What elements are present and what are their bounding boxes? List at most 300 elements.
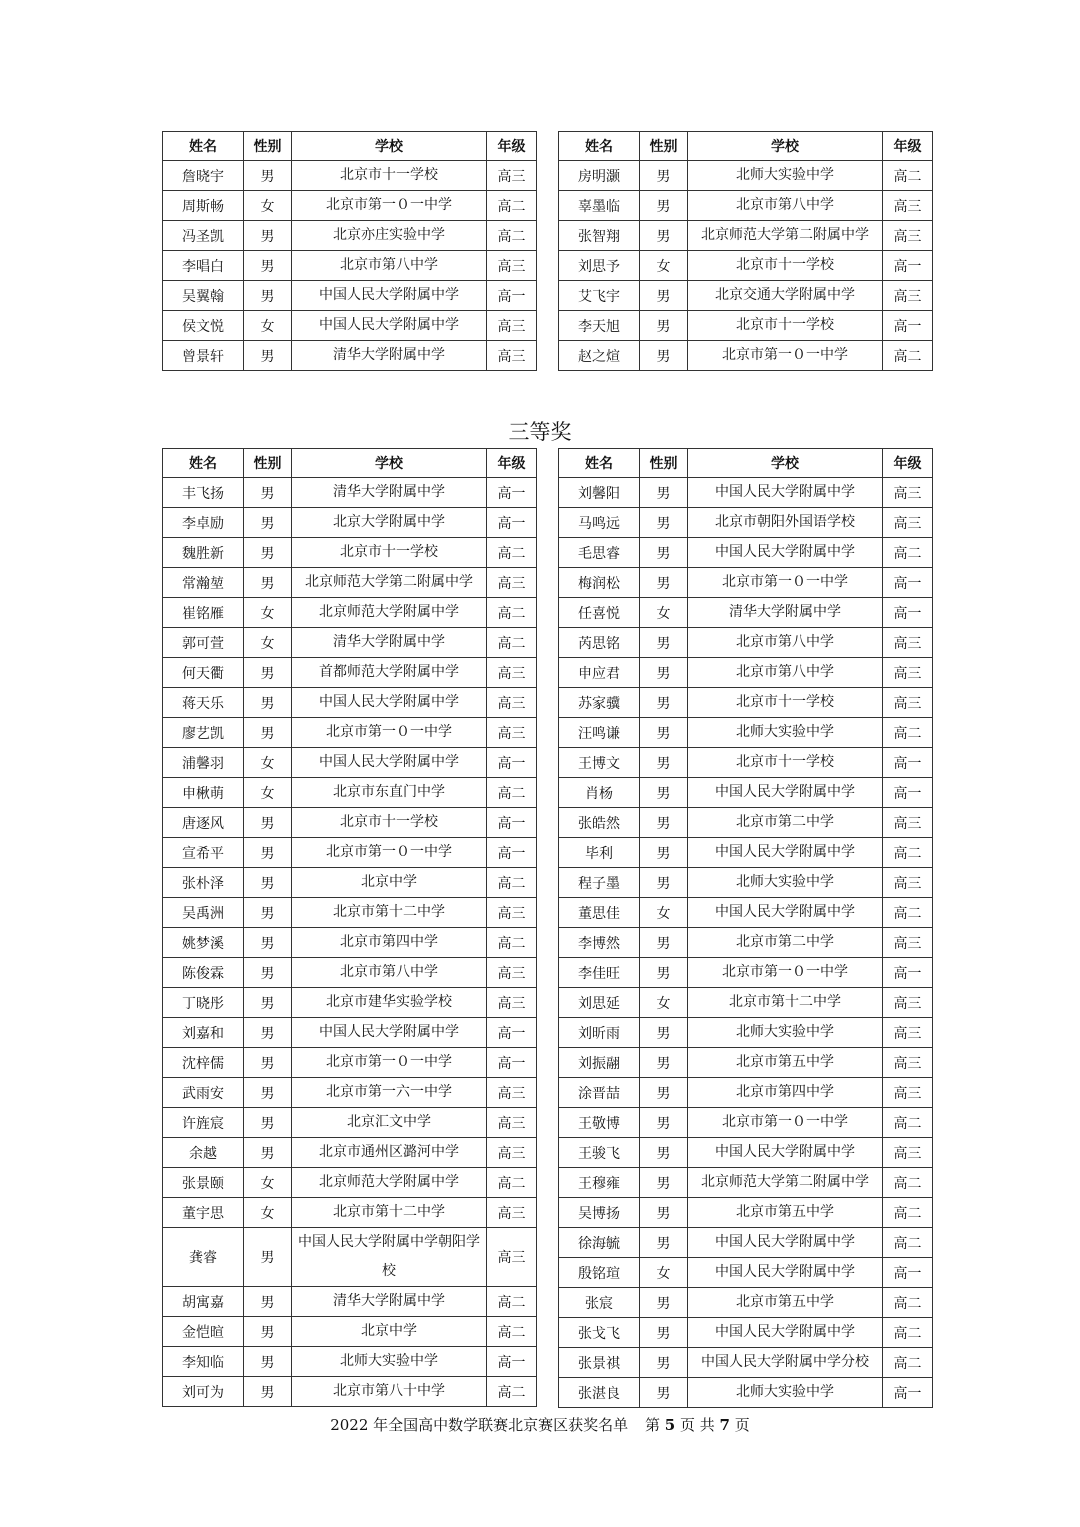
name-cell: 吴博扬 [559,1198,640,1228]
table-row [559,628,933,658]
grade-cell: 高三 [883,658,933,688]
gender-cell: 男 [640,478,688,508]
name-cell: 张宸 [559,1288,640,1318]
table-header-row [163,449,537,478]
grade-cell: 高三 [487,341,537,371]
gender-cell: 男 [244,1377,292,1407]
name-cell: 张戈飞 [559,1318,640,1348]
name-cell: 肖杨 [559,778,640,808]
column-header-name: 姓名 [163,449,244,478]
school-cell: 北京中学 [292,868,487,898]
name-cell: 徐海毓 [559,1228,640,1258]
table-row [163,868,537,898]
grade-cell: 高三 [487,251,537,281]
name-cell: 吴禹洲 [163,898,244,928]
gender-cell: 男 [244,508,292,538]
table-row [559,538,933,568]
name-cell: 刘可为 [163,1377,244,1407]
school-cell: 中国人民大学附属中学 [688,538,883,568]
gender-cell: 女 [640,598,688,628]
footer-page-suffix: 页 [734,1416,750,1434]
gender-cell: 男 [244,1287,292,1317]
grade-cell: 高三 [487,1138,537,1168]
table-row [559,928,933,958]
grade-cell: 高三 [883,191,933,221]
name-cell: 宣希平 [163,838,244,868]
grade-cell: 高一 [487,1048,537,1078]
grade-cell: 高二 [883,341,933,371]
footer-page-mid: 页 共 [679,1416,715,1434]
name-cell: 姚梦溪 [163,928,244,958]
grade-cell: 高二 [883,1348,933,1378]
table-row [559,988,933,1018]
column-header-name: 姓名 [559,132,640,161]
name-cell: 房明灏 [559,161,640,191]
gender-cell: 男 [640,1228,688,1258]
grade-cell: 高三 [487,1078,537,1108]
school-cell: 北京汇文中学 [292,1108,487,1138]
gender-cell: 女 [244,1168,292,1198]
grade-cell: 高一 [487,808,537,838]
gender-cell: 男 [640,1198,688,1228]
column-header-grade: 年级 [487,449,537,478]
school-cell: 中国人民大学附属中学 [688,1258,883,1288]
table-row [163,538,537,568]
name-cell: 崔铭雁 [163,598,244,628]
column-header-grade: 年级 [883,132,933,161]
grade-cell: 高三 [883,478,933,508]
grade-cell: 高二 [487,778,537,808]
school-cell: 中国人民大学附属中学 [688,478,883,508]
name-cell: 何天衢 [163,658,244,688]
grade-cell: 高三 [883,928,933,958]
gender-cell: 男 [640,281,688,311]
name-cell: 辜墨临 [559,191,640,221]
gender-cell: 男 [640,1348,688,1378]
gender-cell: 男 [244,958,292,988]
school-cell: 北京市第一０一中学 [292,718,487,748]
gender-cell: 男 [244,808,292,838]
gender-cell: 男 [640,191,688,221]
school-cell: 中国人民大学附属中学 [688,838,883,868]
table-row [559,1138,933,1168]
gender-cell: 男 [244,1018,292,1048]
gender-cell: 男 [244,281,292,311]
table-row [163,221,537,251]
table-header-row [163,132,537,161]
table-row [559,898,933,928]
table-row [163,161,537,191]
table-row [559,1168,933,1198]
school-cell: 北京师范大学附属中学 [292,598,487,628]
table-row [559,1078,933,1108]
table-row [163,1018,537,1048]
school-cell: 北京市第十二中学 [292,898,487,928]
name-cell: 侯文悦 [163,311,244,341]
column-header-school: 学校 [688,449,883,478]
grade-cell: 高二 [883,898,933,928]
name-cell: 许旌宸 [163,1108,244,1138]
gender-cell: 女 [640,1258,688,1288]
name-cell: 刘思予 [559,251,640,281]
name-cell: 武雨安 [163,1078,244,1108]
school-cell: 北京市第一０一中学 [292,1048,487,1078]
school-cell: 北京中学 [292,1317,487,1347]
footer-page-total: 7 [719,1416,730,1434]
gender-cell: 女 [640,898,688,928]
name-cell: 丰飞扬 [163,478,244,508]
school-cell: 北师大实验中学 [688,161,883,191]
name-cell: 张景祺 [559,1348,640,1378]
school-cell: 北京市十一学校 [688,251,883,281]
school-cell: 中国人民大学附属中学 [688,898,883,928]
gender-cell: 男 [244,341,292,371]
name-cell: 龚睿 [163,1228,244,1287]
name-cell: 魏胜新 [163,538,244,568]
gender-cell: 男 [640,868,688,898]
grade-cell: 高三 [883,1078,933,1108]
grade-cell: 高二 [487,538,537,568]
table-row [163,1287,537,1317]
gender-cell: 男 [244,658,292,688]
grade-cell: 高三 [487,958,537,988]
gender-cell: 男 [244,688,292,718]
table-row [163,658,537,688]
gender-cell: 男 [244,718,292,748]
name-cell: 申楸萌 [163,778,244,808]
name-cell: 申应君 [559,658,640,688]
name-cell: 汪鸣谦 [559,718,640,748]
table-row [163,718,537,748]
gender-cell: 男 [640,718,688,748]
table-row [163,928,537,958]
table-row [163,478,537,508]
school-cell: 北京市第一０一中学 [688,958,883,988]
school-cell: 北师大实验中学 [688,1018,883,1048]
gender-cell: 男 [244,568,292,598]
name-cell: 涂晋喆 [559,1078,640,1108]
grade-cell: 高一 [883,1258,933,1288]
gender-cell: 男 [640,1018,688,1048]
grade-cell: 高二 [883,538,933,568]
grade-cell: 高二 [487,628,537,658]
table-row [163,598,537,628]
grade-cell: 高一 [487,838,537,868]
school-cell: 北京市第四中学 [688,1078,883,1108]
grade-cell: 高二 [883,1108,933,1138]
gender-cell: 女 [244,1198,292,1228]
grade-cell: 高二 [883,1288,933,1318]
name-cell: 李佳旺 [559,958,640,988]
name-cell: 金恺暄 [163,1317,244,1347]
gender-cell: 女 [640,251,688,281]
table-row [559,1198,933,1228]
table-row [163,1048,537,1078]
gender-cell: 男 [244,251,292,281]
table-row [559,568,933,598]
school-cell: 北京市第一０一中学 [292,191,487,221]
name-cell: 董宇思 [163,1198,244,1228]
table-row [163,628,537,658]
footer-page-prefix: 第 [644,1416,660,1434]
name-cell: 沈梓儒 [163,1048,244,1078]
table-row [559,1378,933,1408]
gender-cell: 女 [244,778,292,808]
table-row [559,161,933,191]
school-cell: 清华大学附属中学 [688,598,883,628]
gender-cell: 男 [640,1288,688,1318]
name-cell: 余越 [163,1138,244,1168]
column-header-gender: 性别 [244,132,292,161]
gender-cell: 女 [640,988,688,1018]
name-cell: 冯圣凯 [163,221,244,251]
school-cell: 北京亦庄实验中学 [292,221,487,251]
school-cell: 北京师范大学第二附属中学 [292,568,487,598]
grade-cell: 高一 [883,598,933,628]
school-cell: 北京市第五中学 [688,1288,883,1318]
gender-cell: 男 [640,1168,688,1198]
table-row [163,568,537,598]
grade-cell: 高三 [487,1228,537,1287]
school-cell: 中国人民大学附属中学 [292,311,487,341]
school-cell: 北京师范大学第二附属中学 [688,1168,883,1198]
school-cell: 北京市第八中学 [688,658,883,688]
gender-cell: 女 [244,311,292,341]
grade-cell: 高二 [883,1168,933,1198]
name-cell: 张智翔 [559,221,640,251]
table-row [163,1168,537,1198]
column-header-grade: 年级 [487,132,537,161]
school-cell: 北京市第一六一中学 [292,1078,487,1108]
name-cell: 董思佳 [559,898,640,928]
table-row [163,988,537,1018]
table-row [559,1258,933,1288]
name-cell: 李知临 [163,1347,244,1377]
grade-cell: 高三 [883,281,933,311]
grade-cell: 高三 [487,161,537,191]
grade-cell: 高三 [883,868,933,898]
name-cell: 刘嘉和 [163,1018,244,1048]
school-cell: 北京市第四中学 [292,928,487,958]
school-cell: 北京市十一学校 [688,688,883,718]
gender-cell: 男 [244,838,292,868]
school-cell: 北京市第八中学 [292,958,487,988]
school-cell: 中国人民大学附属中学 [292,688,487,718]
gender-cell: 女 [244,598,292,628]
award-table-third-right [558,448,933,1408]
gender-cell: 男 [640,538,688,568]
school-cell: 北京市十一学校 [688,748,883,778]
name-cell: 王敬博 [559,1108,640,1138]
name-cell: 郭可萱 [163,628,244,658]
school-cell: 北师大实验中学 [688,718,883,748]
grade-cell: 高二 [883,1228,933,1258]
page-footer [0,1414,1080,1435]
name-cell: 赵之煊 [559,341,640,371]
grade-cell: 高一 [487,281,537,311]
name-cell: 毛思睿 [559,538,640,568]
grade-cell: 高三 [883,1138,933,1168]
grade-cell: 高三 [487,988,537,1018]
name-cell: 王穆雍 [559,1168,640,1198]
table-row [559,778,933,808]
gender-cell: 男 [244,161,292,191]
name-cell: 马鸣远 [559,508,640,538]
school-cell: 中国人民大学附属中学 [688,778,883,808]
table-row [559,508,933,538]
name-cell: 廖艺凯 [163,718,244,748]
gender-cell: 男 [640,658,688,688]
school-cell: 北京市东直门中学 [292,778,487,808]
table-row [559,718,933,748]
table-row [559,688,933,718]
column-header-grade: 年级 [883,449,933,478]
grade-cell: 高二 [883,1198,933,1228]
name-cell: 李天旭 [559,311,640,341]
table-row [559,191,933,221]
grade-cell: 高二 [487,221,537,251]
table-row [163,898,537,928]
grade-cell: 高一 [883,778,933,808]
table-row [559,251,933,281]
school-cell: 北京市第八十中学 [292,1377,487,1407]
grade-cell: 高一 [487,1347,537,1377]
grade-cell: 高三 [487,658,537,688]
gender-cell: 男 [640,508,688,538]
table-row [163,748,537,778]
grade-cell: 高一 [487,748,537,778]
school-cell: 中国人民大学附属中学 [292,1018,487,1048]
footer-page-current: 5 [664,1416,676,1434]
grade-cell: 高三 [487,568,537,598]
gender-cell: 男 [244,1048,292,1078]
school-cell: 北京市建华实验学校 [292,988,487,1018]
table-row [559,1048,933,1078]
table-row [559,281,933,311]
name-cell: 王骏飞 [559,1138,640,1168]
school-cell: 清华大学附属中学 [292,1287,487,1317]
school-cell: 北京市第一０一中学 [688,341,883,371]
school-cell: 中国人民大学附属中学 [688,1228,883,1258]
table-row [559,1348,933,1378]
name-cell: 丁晓彤 [163,988,244,1018]
gender-cell: 男 [640,958,688,988]
section-title-third-prize: 三等奖 [508,420,572,444]
gender-cell: 男 [640,1138,688,1168]
table-row [559,1018,933,1048]
school-cell: 北京师范大学附属中学 [292,1168,487,1198]
grade-cell: 高一 [487,508,537,538]
grade-cell: 高三 [883,628,933,658]
table-row [163,808,537,838]
school-cell: 北京市第二中学 [688,808,883,838]
table-row [163,838,537,868]
grade-cell: 高一 [883,311,933,341]
footer-page-indicator [645,1416,750,1434]
column-header-name: 姓名 [163,132,244,161]
grade-cell: 高二 [487,1317,537,1347]
grade-cell: 高二 [883,161,933,191]
name-cell: 刘振翮 [559,1048,640,1078]
grade-cell: 高一 [883,251,933,281]
gender-cell: 男 [244,1347,292,1377]
gender-cell: 男 [244,221,292,251]
name-cell: 浦馨羽 [163,748,244,778]
column-header-school: 学校 [292,132,487,161]
grade-cell: 高三 [487,1108,537,1138]
gender-cell: 男 [244,928,292,958]
grade-cell: 高二 [487,1377,537,1407]
grade-cell: 高三 [883,221,933,251]
table-row [163,1198,537,1228]
table-row [163,1228,537,1287]
gender-cell: 男 [640,221,688,251]
school-cell: 北师大实验中学 [688,868,883,898]
school-cell: 北京市十一学校 [292,161,487,191]
grade-cell: 高三 [883,688,933,718]
table-row [559,311,933,341]
name-cell: 蒋天乐 [163,688,244,718]
column-header-name: 姓名 [559,449,640,478]
column-header-school: 学校 [688,132,883,161]
grade-cell: 高三 [883,808,933,838]
school-cell: 中国人民大学附属中学 [688,1138,883,1168]
gender-cell: 男 [640,1078,688,1108]
school-cell: 中国人民大学附属中学 [292,281,487,311]
name-cell: 李博然 [559,928,640,958]
school-cell: 北京市第一０一中学 [688,568,883,598]
grade-cell: 高一 [883,568,933,598]
table-row [559,221,933,251]
table-row [559,838,933,868]
table-row [559,598,933,628]
table-row [163,778,537,808]
gender-cell: 男 [640,311,688,341]
school-cell: 北师大实验中学 [688,1378,883,1408]
name-cell: 张皓然 [559,808,640,838]
name-cell: 曾景轩 [163,341,244,371]
school-cell: 北京市朝阳外国语学校 [688,508,883,538]
gender-cell: 男 [640,161,688,191]
school-cell: 首都师范大学附属中学 [292,658,487,688]
name-cell: 周斯畅 [163,191,244,221]
name-cell: 苏家骥 [559,688,640,718]
gender-cell: 男 [244,1138,292,1168]
table-row [559,1288,933,1318]
table-row [559,658,933,688]
table-row [163,311,537,341]
school-cell: 北京市第五中学 [688,1198,883,1228]
award-table-top-left [162,131,537,371]
school-cell: 北京市第一０一中学 [688,1108,883,1138]
table-row [163,1078,537,1108]
school-cell: 清华大学附属中学 [292,478,487,508]
gender-cell: 男 [640,341,688,371]
school-cell: 北京市十一学校 [292,538,487,568]
table-row [163,1317,537,1347]
school-cell: 北京市第一０一中学 [292,838,487,868]
gender-cell: 女 [244,628,292,658]
grade-cell: 高三 [487,688,537,718]
table-row [559,478,933,508]
name-cell: 张湛良 [559,1378,640,1408]
gender-cell: 女 [244,191,292,221]
table-row [163,191,537,221]
grade-cell: 高三 [883,988,933,1018]
gender-cell: 男 [640,808,688,838]
name-cell: 刘思延 [559,988,640,1018]
gender-cell: 男 [640,928,688,958]
